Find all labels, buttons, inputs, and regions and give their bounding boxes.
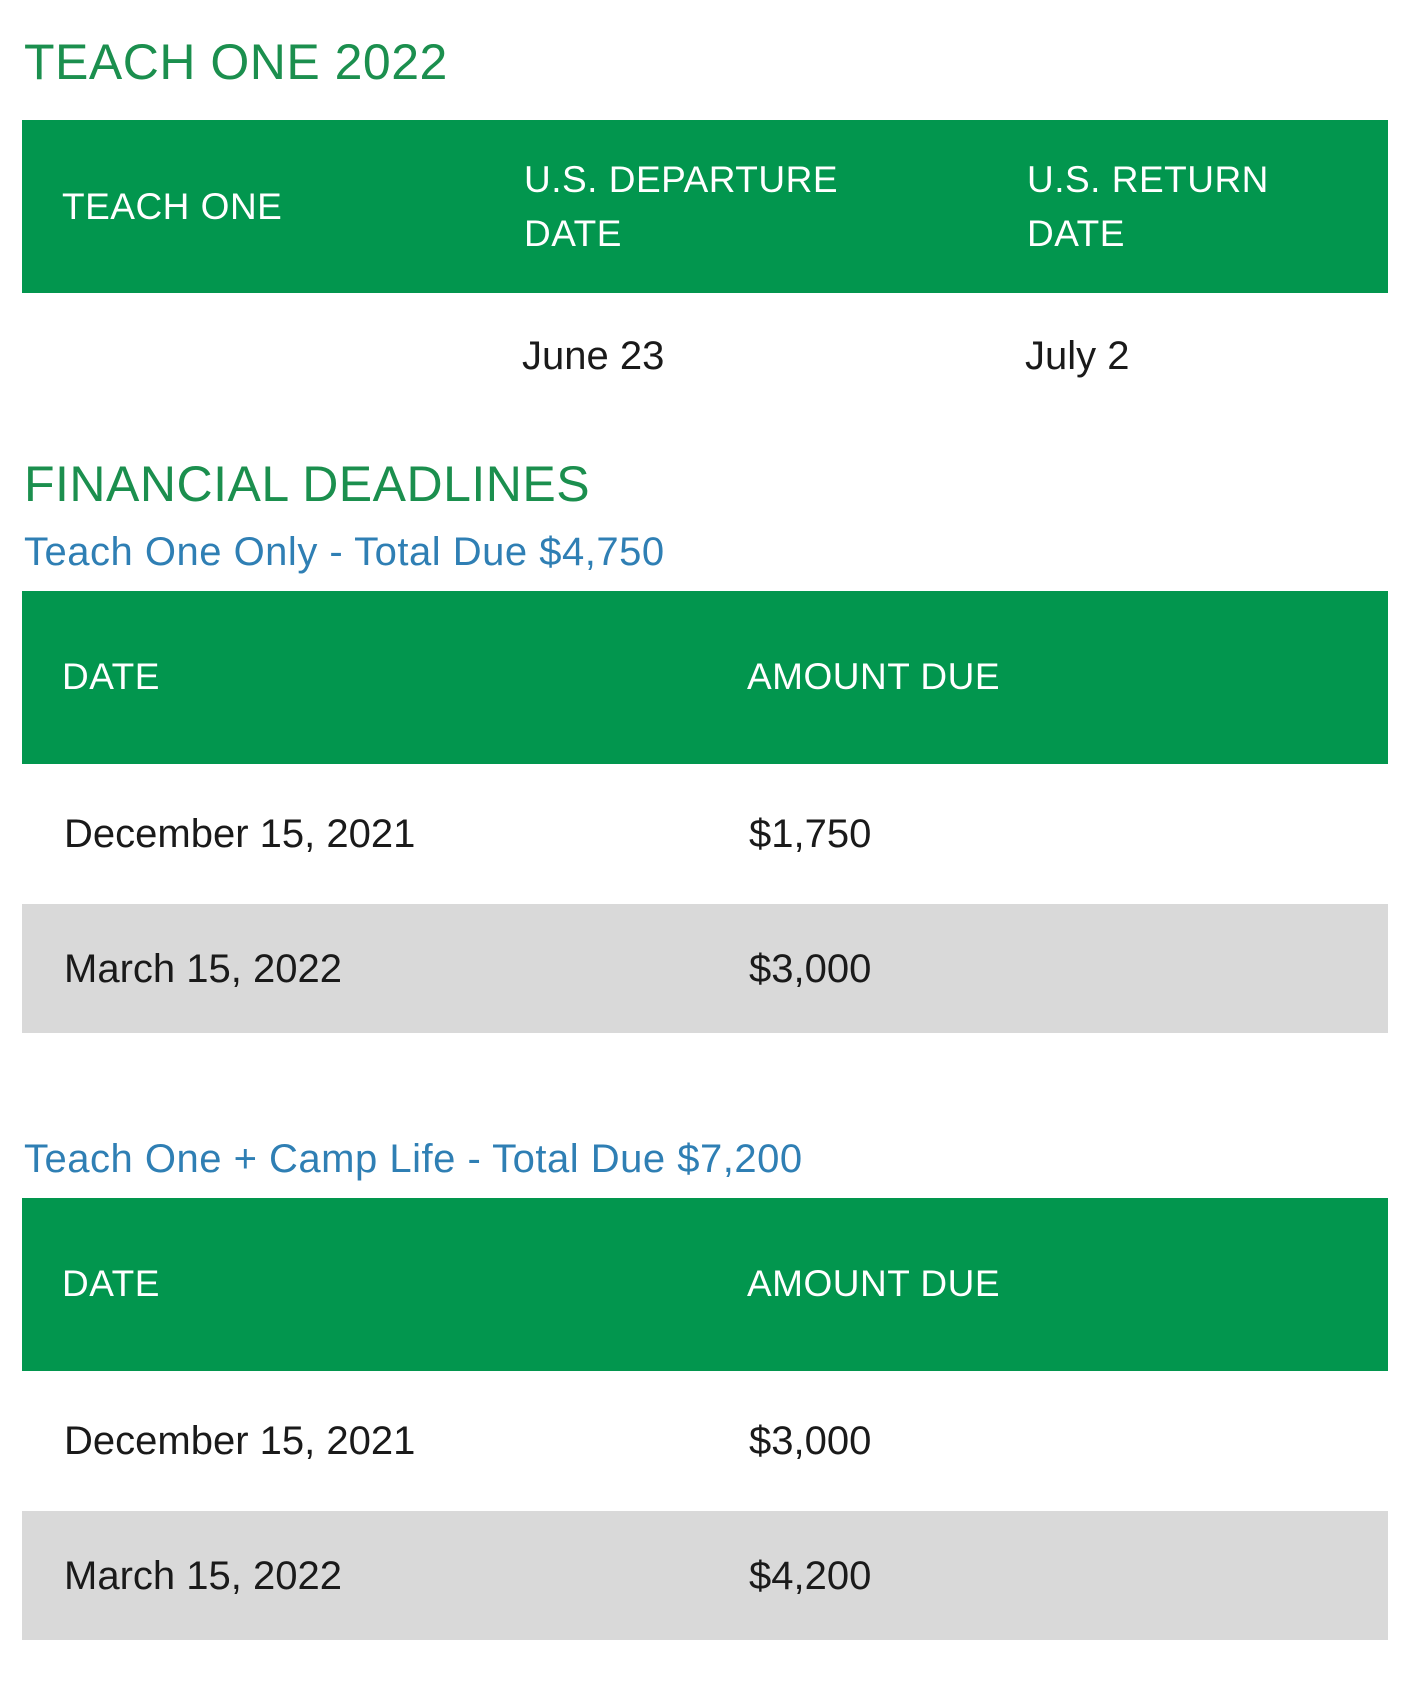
table-header (22, 120, 1388, 293)
date-cell: March 15, 2022 (64, 947, 342, 991)
table-header (22, 1198, 1388, 1371)
column-header-amount-due: AMOUNT DUE (747, 1263, 1001, 1304)
plan-subtitle-teach-one-only: Teach One Only - Total Due $4,750 (24, 530, 665, 574)
column-header-return-date: U.S. RETURN DATE (1027, 159, 1269, 254)
amount-cell: $4,200 (749, 1554, 872, 1598)
departure-date-cell: June 23 (522, 334, 665, 378)
table-row (22, 293, 1388, 423)
column-header-date: DATE (62, 656, 160, 697)
table-header (22, 591, 1388, 764)
column-header-program: TEACH ONE (62, 186, 283, 227)
table-row (22, 764, 1388, 904)
table-row (22, 1511, 1388, 1640)
page-title: TEACH ONE 2022 (24, 34, 448, 90)
return-date-cell: July 2 (1025, 334, 1130, 378)
table-row (22, 1371, 1388, 1511)
payment-table-teach-one-camp-life (22, 1198, 1388, 1640)
trip-schedule-table (22, 120, 1388, 423)
date-cell: March 15, 2022 (64, 1554, 342, 1598)
amount-cell: $3,000 (749, 947, 872, 991)
column-header-departure-date: U.S. DEPARTURE DATE (524, 159, 839, 254)
date-cell: December 15, 2021 (64, 812, 416, 856)
column-header-date: DATE (62, 1263, 160, 1304)
payment-table-teach-one-only (22, 591, 1388, 1033)
column-header-amount-due: AMOUNT DUE (747, 656, 1001, 697)
amount-cell: $1,750 (749, 812, 872, 856)
section-title-financial-deadlines: FINANCIAL DEADLINES (24, 456, 591, 512)
amount-cell: $3,000 (749, 1419, 872, 1463)
plan-subtitle-teach-one-camp-life: Teach One + Camp Life - Total Due $7,200 (24, 1137, 803, 1181)
date-cell: December 15, 2021 (64, 1419, 416, 1463)
table-row (22, 904, 1388, 1033)
